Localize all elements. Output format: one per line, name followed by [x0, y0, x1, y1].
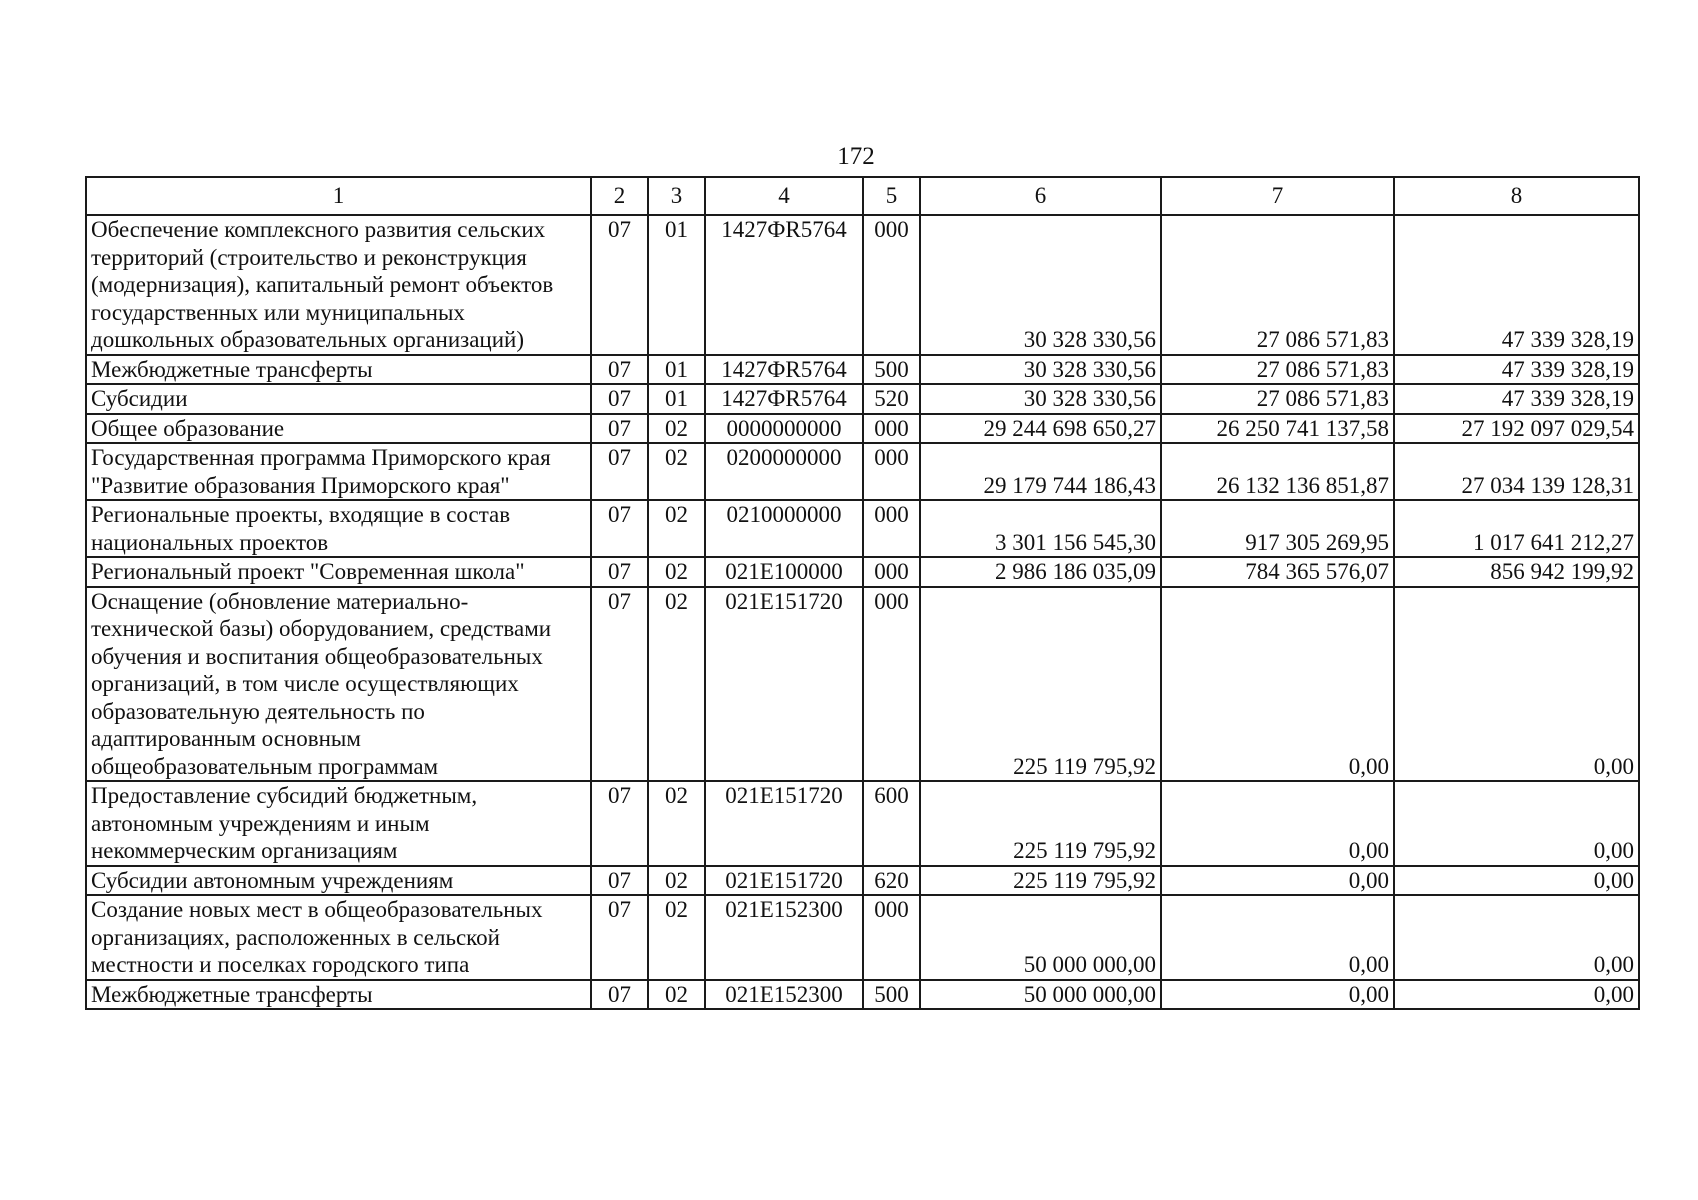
section-code: 07 — [591, 587, 648, 782]
amount-col-6: 50 000 000,00 — [920, 980, 1161, 1010]
target-article-code: 0000000000 — [705, 414, 863, 444]
target-article-code: 021E152300 — [705, 895, 863, 980]
amount-col-7: 0,00 — [1161, 980, 1394, 1010]
table-row — [86, 980, 1639, 1010]
amount-col-7: 0,00 — [1161, 895, 1394, 980]
target-article-code: 021E152300 — [705, 980, 863, 1010]
amount-col-8: 0,00 — [1394, 587, 1639, 782]
amount-col-8: 47 339 328,19 — [1394, 384, 1639, 414]
amount-col-6: 50 000 000,00 — [920, 895, 1161, 980]
row-name: Государственная программа Приморского края "Развитие образования Приморского края" — [86, 443, 591, 500]
row-name: Межбюджетные трансферты — [86, 980, 591, 1010]
amount-col-8: 47 339 328,19 — [1394, 355, 1639, 385]
target-article-code: 021E151720 — [705, 587, 863, 782]
expense-type-code: 520 — [863, 384, 920, 414]
budget-table — [85, 176, 1640, 1010]
expense-type-code: 000 — [863, 587, 920, 782]
section-code: 07 — [591, 866, 648, 896]
target-article-code: 1427ФR5764 — [705, 355, 863, 385]
section-code: 07 — [591, 781, 648, 866]
subsection-code: 02 — [648, 557, 705, 587]
expense-type-code: 620 — [863, 866, 920, 896]
section-code: 07 — [591, 384, 648, 414]
amount-col-6: 30 328 330,56 — [920, 355, 1161, 385]
amount-col-7: 0,00 — [1161, 866, 1394, 896]
target-article-code: 021E100000 — [705, 557, 863, 587]
expense-type-code: 000 — [863, 895, 920, 980]
table-row — [86, 355, 1639, 385]
expense-type-code: 500 — [863, 980, 920, 1010]
section-code: 07 — [591, 500, 648, 557]
subsection-code: 01 — [648, 384, 705, 414]
table-row — [86, 587, 1639, 782]
table-row — [86, 557, 1639, 587]
amount-col-7: 26 132 136 851,87 — [1161, 443, 1394, 500]
section-code: 07 — [591, 980, 648, 1010]
amount-col-8: 1 017 641 212,27 — [1394, 500, 1639, 557]
expense-type-code: 500 — [863, 355, 920, 385]
row-name: Обеспечение комплексного развития сельских территорий (строительство и реконструкция (модернизация), капитальный ремонт объектов государственных или муниципальных дошкольных образовательных организаций) — [86, 215, 591, 355]
amount-col-6: 30 328 330,56 — [920, 215, 1161, 355]
amount-col-6: 30 328 330,56 — [920, 384, 1161, 414]
amount-col-7: 27 086 571,83 — [1161, 215, 1394, 355]
row-name: Региональные проекты, входящие в состав национальных проектов — [86, 500, 591, 557]
amount-col-8: 27 034 139 128,31 — [1394, 443, 1639, 500]
subsection-code: 01 — [648, 355, 705, 385]
header-cell: 6 — [920, 177, 1161, 215]
table-row — [86, 866, 1639, 896]
header-cell: 5 — [863, 177, 920, 215]
target-article-code: 021E151720 — [705, 866, 863, 896]
subsection-code: 02 — [648, 895, 705, 980]
amount-col-6: 2 986 186 035,09 — [920, 557, 1161, 587]
amount-col-6: 29 179 744 186,43 — [920, 443, 1161, 500]
amount-col-8: 856 942 199,92 — [1394, 557, 1639, 587]
header-cell: 3 — [648, 177, 705, 215]
amount-col-7: 26 250 741 137,58 — [1161, 414, 1394, 444]
amount-col-7: 0,00 — [1161, 587, 1394, 782]
amount-col-8: 0,00 — [1394, 866, 1639, 896]
expense-type-code: 000 — [863, 500, 920, 557]
subsection-code: 01 — [648, 215, 705, 355]
header-cell: 2 — [591, 177, 648, 215]
header-cell: 4 — [705, 177, 863, 215]
amount-col-6: 225 119 795,92 — [920, 781, 1161, 866]
table-row — [86, 384, 1639, 414]
row-name: Субсидии автономным учреждениям — [86, 866, 591, 896]
target-article-code: 0200000000 — [705, 443, 863, 500]
subsection-code: 02 — [648, 866, 705, 896]
target-article-code: 021E151720 — [705, 781, 863, 866]
row-name: Общее образование — [86, 414, 591, 444]
section-code: 07 — [591, 355, 648, 385]
amount-col-8: 47 339 328,19 — [1394, 215, 1639, 355]
section-code: 07 — [591, 215, 648, 355]
header-cell: 7 — [1161, 177, 1394, 215]
amount-col-6: 29 244 698 650,27 — [920, 414, 1161, 444]
section-code: 07 — [591, 443, 648, 500]
amount-col-7: 0,00 — [1161, 781, 1394, 866]
subsection-code: 02 — [648, 781, 705, 866]
amount-col-6: 3 301 156 545,30 — [920, 500, 1161, 557]
amount-col-6: 225 119 795,92 — [920, 587, 1161, 782]
subsection-code: 02 — [648, 587, 705, 782]
amount-col-7: 27 086 571,83 — [1161, 384, 1394, 414]
target-article-code: 1427ФR5764 — [705, 215, 863, 355]
section-code: 07 — [591, 895, 648, 980]
target-article-code: 0210000000 — [705, 500, 863, 557]
amount-col-6: 225 119 795,92 — [920, 866, 1161, 896]
expense-type-code: 000 — [863, 557, 920, 587]
subsection-code: 02 — [648, 500, 705, 557]
table-row — [86, 500, 1639, 557]
amount-col-7: 917 305 269,95 — [1161, 500, 1394, 557]
header-cell: 8 — [1394, 177, 1639, 215]
row-name: Региональный проект "Современная школа" — [86, 557, 591, 587]
table-row — [86, 895, 1639, 980]
subsection-code: 02 — [648, 980, 705, 1010]
section-code: 07 — [591, 557, 648, 587]
amount-col-8: 0,00 — [1394, 980, 1639, 1010]
expense-type-code: 600 — [863, 781, 920, 866]
expense-type-code: 000 — [863, 443, 920, 500]
row-name: Межбюджетные трансферты — [86, 355, 591, 385]
table-row — [86, 414, 1639, 444]
table-row — [86, 215, 1639, 355]
row-name: Создание новых мест в общеобразовательных организациях, расположенных в сельской местности и поселках городского типа — [86, 895, 591, 980]
amount-col-7: 784 365 576,07 — [1161, 557, 1394, 587]
row-name: Оснащение (обновление материально-технической базы) оборудованием, средствами обучения и воспитания общеобразовательных организаций, в том числе осуществляющих образовательную деятельность по адаптированным основным общеобразовательным программам — [86, 587, 591, 782]
amount-col-8: 0,00 — [1394, 781, 1639, 866]
amount-col-8: 0,00 — [1394, 895, 1639, 980]
target-article-code: 1427ФR5764 — [705, 384, 863, 414]
page-number: 172 — [837, 143, 875, 170]
section-code: 07 — [591, 414, 648, 444]
header-cell: 1 — [86, 177, 591, 215]
header-row — [86, 177, 1639, 215]
table-row — [86, 781, 1639, 866]
subsection-code: 02 — [648, 414, 705, 444]
amount-col-7: 27 086 571,83 — [1161, 355, 1394, 385]
amount-col-8: 27 192 097 029,54 — [1394, 414, 1639, 444]
expense-type-code: 000 — [863, 215, 920, 355]
table-row — [86, 443, 1639, 500]
row-name: Субсидии — [86, 384, 591, 414]
subsection-code: 02 — [648, 443, 705, 500]
expense-type-code: 000 — [863, 414, 920, 444]
row-name: Предоставление субсидий бюджетным, автономным учреждениям и иным некоммерческим организациям — [86, 781, 591, 866]
